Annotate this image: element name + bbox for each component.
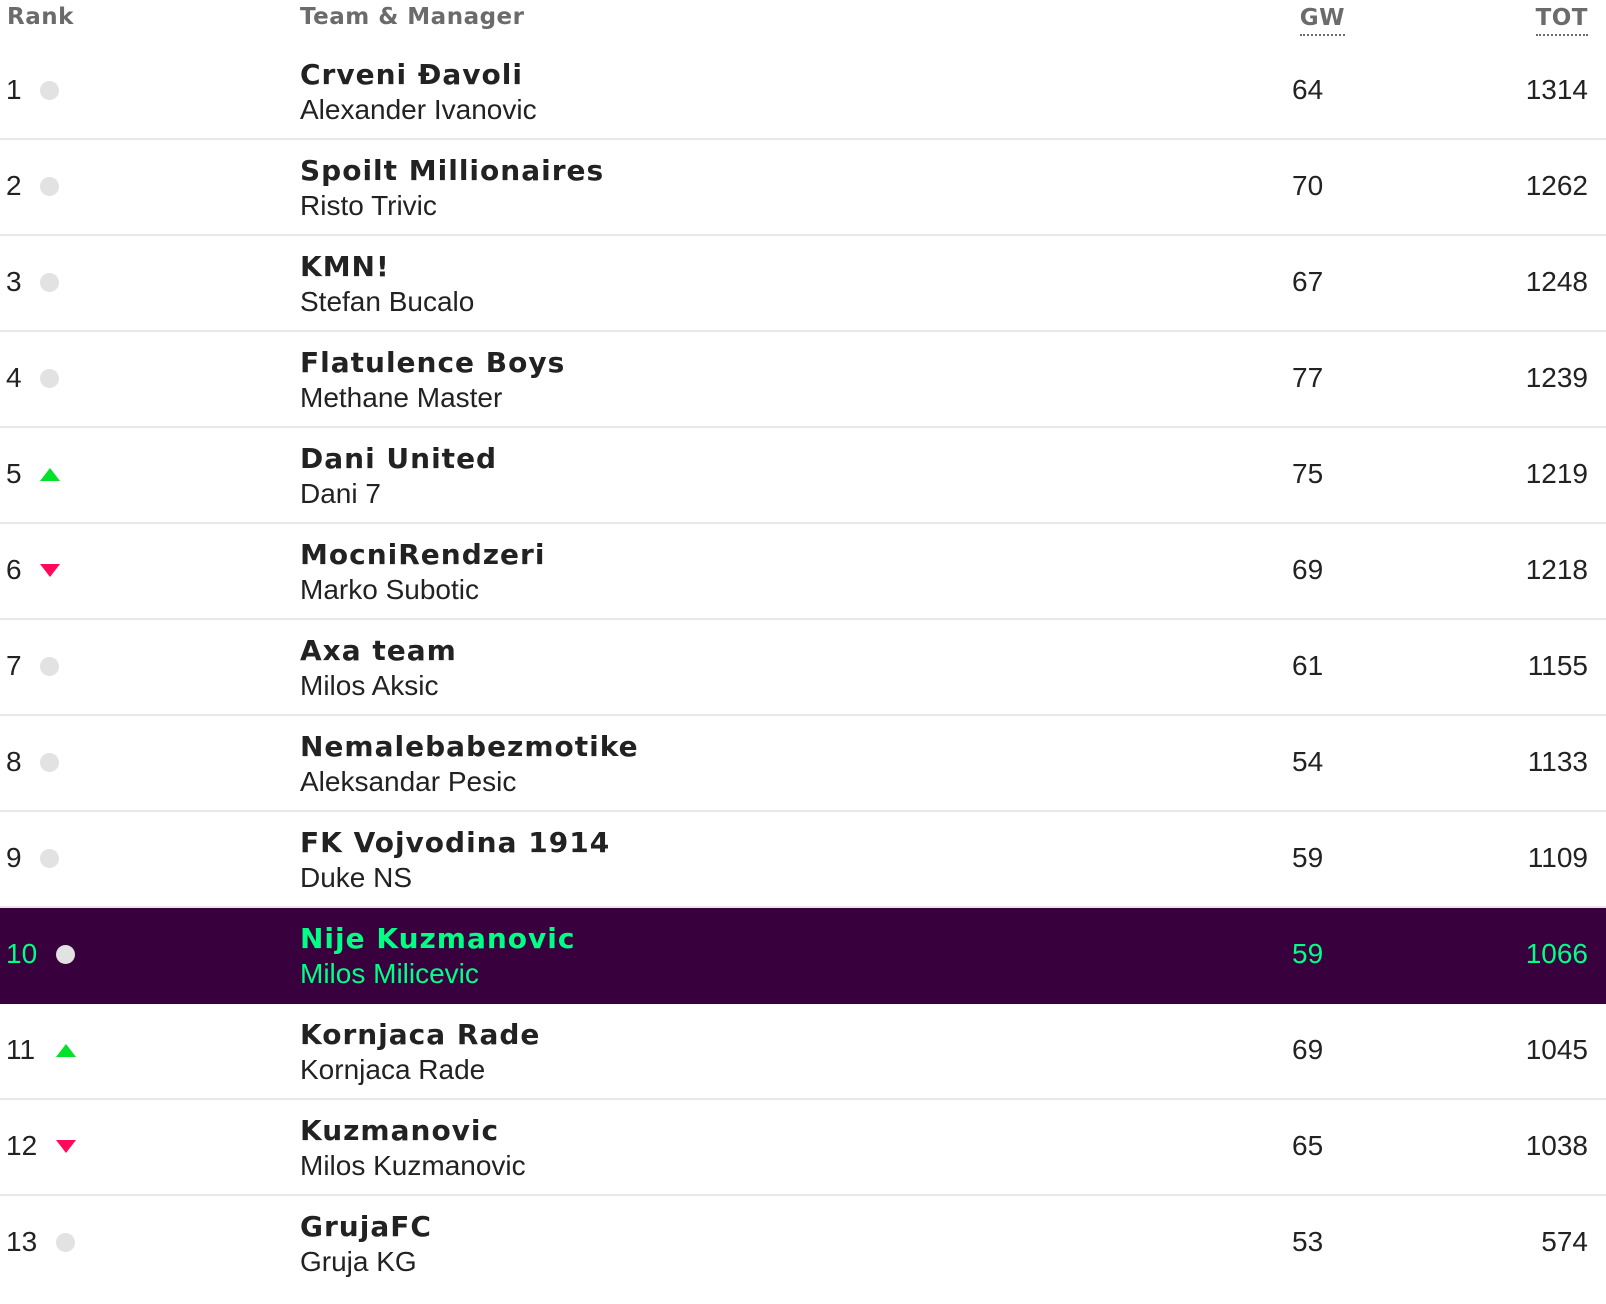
rank-number: 9 [6, 842, 22, 873]
table-row[interactable] [0, 332, 1606, 428]
team-name-link[interactable]: FK Vojvodina 1914 [300, 826, 611, 859]
table-row[interactable] [0, 1004, 1606, 1100]
no-change-dot-icon [40, 753, 59, 772]
manager-name: Milos Kuzmanovic [300, 1150, 526, 1181]
total-points: 1133 [1527, 746, 1588, 777]
table-row[interactable] [0, 44, 1606, 140]
team-manager-column-header: Team & Manager [300, 4, 525, 30]
team-name-link[interactable]: Nije Kuzmanovic [300, 922, 576, 955]
rank-cell [6, 840, 59, 876]
gameweek-points: 59 [1292, 842, 1324, 873]
total-points: 1045 [1525, 1034, 1588, 1065]
rank-number: 4 [6, 362, 22, 393]
gameweek-points: 53 [1292, 1226, 1324, 1257]
total-points: 1155 [1527, 650, 1588, 681]
table-row[interactable] [0, 140, 1606, 236]
rank-cell [6, 1032, 76, 1068]
no-change-dot-icon [40, 273, 59, 292]
no-change-dot-icon [56, 945, 75, 964]
rank-cell [6, 744, 59, 780]
gameweek-points: 65 [1292, 1130, 1324, 1161]
manager-name: Duke NS [300, 862, 413, 893]
rank-column-header: Rank [7, 4, 74, 30]
rank-number: 12 [6, 1130, 38, 1161]
team-manager-cell [300, 921, 576, 991]
total-points: 1038 [1525, 1130, 1588, 1161]
rank-down-arrow-icon [40, 564, 60, 577]
gameweek-points: 64 [1292, 74, 1324, 105]
team-manager-cell [300, 633, 457, 703]
team-name-link[interactable]: Axa team [300, 634, 457, 667]
team-manager-cell [300, 1113, 526, 1183]
gameweek-points: 69 [1292, 1034, 1324, 1065]
total-points: 1262 [1525, 170, 1588, 201]
no-change-dot-icon [40, 849, 59, 868]
no-change-dot-icon [40, 81, 59, 100]
table-row-current-user[interactable] [0, 908, 1606, 1004]
manager-name: Milos Milicevic [300, 958, 479, 989]
gameweek-points: 67 [1292, 266, 1324, 297]
gameweek-points: 54 [1292, 746, 1324, 777]
rank-cell [6, 72, 59, 108]
rank-cell [6, 648, 59, 684]
rank-number: 5 [6, 458, 22, 489]
table-row[interactable] [0, 620, 1606, 716]
total-points: 1109 [1527, 842, 1588, 873]
table-row[interactable] [0, 716, 1606, 812]
team-name-link[interactable]: Kornjaca Rade [300, 1018, 541, 1051]
team-name-link[interactable]: Flatulence Boys [300, 346, 566, 379]
team-name-link[interactable]: KMN! [300, 250, 390, 283]
manager-name: Aleksandar Pesic [300, 766, 517, 797]
team-manager-cell [300, 153, 604, 223]
total-points: 1314 [1525, 74, 1588, 105]
team-manager-cell [300, 825, 610, 895]
total-points: 1218 [1525, 554, 1588, 585]
team-name-link[interactable]: Kuzmanovic [300, 1114, 500, 1147]
manager-name: Stefan Bucalo [300, 286, 475, 317]
rank-cell [6, 936, 75, 972]
rank-down-arrow-icon [56, 1140, 76, 1153]
manager-name: Methane Master [300, 382, 503, 413]
manager-name: Kornjaca Rade [300, 1054, 486, 1085]
gameweek-points: 75 [1292, 458, 1324, 489]
rank-number: 10 [6, 938, 38, 969]
table-row[interactable] [0, 812, 1606, 908]
rank-number: 11 [6, 1034, 36, 1065]
rank-number: 3 [6, 266, 22, 297]
team-name-link[interactable]: GrujaFC [300, 1210, 432, 1243]
rank-up-arrow-icon [56, 1044, 76, 1057]
table-row[interactable] [0, 1196, 1606, 1292]
rank-cell [6, 360, 59, 396]
table-row[interactable] [0, 1100, 1606, 1196]
rank-cell [6, 264, 59, 300]
total-points: 1066 [1525, 938, 1588, 969]
team-manager-cell [300, 729, 639, 799]
table-row[interactable] [0, 236, 1606, 332]
rank-cell [6, 168, 59, 204]
manager-name: Milos Aksic [300, 670, 439, 701]
team-manager-cell [300, 57, 537, 127]
team-name-link[interactable]: MocniRendzeri [300, 538, 546, 571]
team-name-link[interactable]: Crveni Đavoli [300, 58, 523, 91]
team-name-link[interactable]: Nemalebabezmotike [300, 730, 639, 763]
team-manager-cell [300, 1209, 432, 1279]
rank-number: 7 [6, 650, 22, 681]
tot-column-header[interactable]: TOT [1536, 4, 1588, 36]
rank-number: 2 [6, 170, 22, 201]
team-name-link[interactable]: Dani United [300, 442, 498, 475]
rank-cell [6, 1128, 76, 1164]
no-change-dot-icon [40, 177, 59, 196]
team-name-link[interactable]: Spoilt Millionaires [300, 154, 605, 187]
team-manager-cell [300, 345, 565, 415]
total-points: 574 [1541, 1226, 1588, 1257]
team-manager-cell [300, 441, 497, 511]
table-row[interactable] [0, 428, 1606, 524]
team-manager-cell [300, 537, 545, 607]
rank-number: 13 [6, 1226, 38, 1257]
rank-cell [6, 552, 60, 588]
gameweek-points: 69 [1292, 554, 1324, 585]
table-body [0, 44, 1606, 1292]
rank-number: 6 [6, 554, 22, 585]
rank-cell [6, 456, 60, 492]
total-points: 1248 [1525, 266, 1588, 297]
no-change-dot-icon [40, 657, 59, 676]
total-points: 1219 [1525, 458, 1588, 489]
gameweek-points: 61 [1292, 650, 1324, 681]
gameweek-points: 59 [1292, 938, 1324, 969]
rank-number: 1 [6, 74, 22, 105]
team-manager-cell [300, 249, 474, 319]
rank-up-arrow-icon [40, 468, 60, 481]
manager-name: Alexander Ivanovic [300, 94, 537, 125]
table-row[interactable] [0, 524, 1606, 620]
manager-name: Gruja KG [300, 1246, 417, 1277]
total-points: 1239 [1525, 362, 1588, 393]
manager-name: Risto Trivic [300, 190, 437, 221]
manager-name: Marko Subotic [300, 574, 479, 605]
no-change-dot-icon [40, 369, 59, 388]
team-manager-cell [300, 1017, 540, 1087]
rank-number: 8 [6, 746, 22, 777]
rank-cell [6, 1224, 75, 1260]
no-change-dot-icon [56, 1233, 75, 1252]
gameweek-points: 70 [1292, 170, 1324, 201]
manager-name: Dani 7 [300, 478, 381, 509]
table-header [0, 0, 1606, 44]
gameweek-points: 77 [1292, 362, 1324, 393]
gw-column-header[interactable]: GW [1300, 4, 1345, 36]
